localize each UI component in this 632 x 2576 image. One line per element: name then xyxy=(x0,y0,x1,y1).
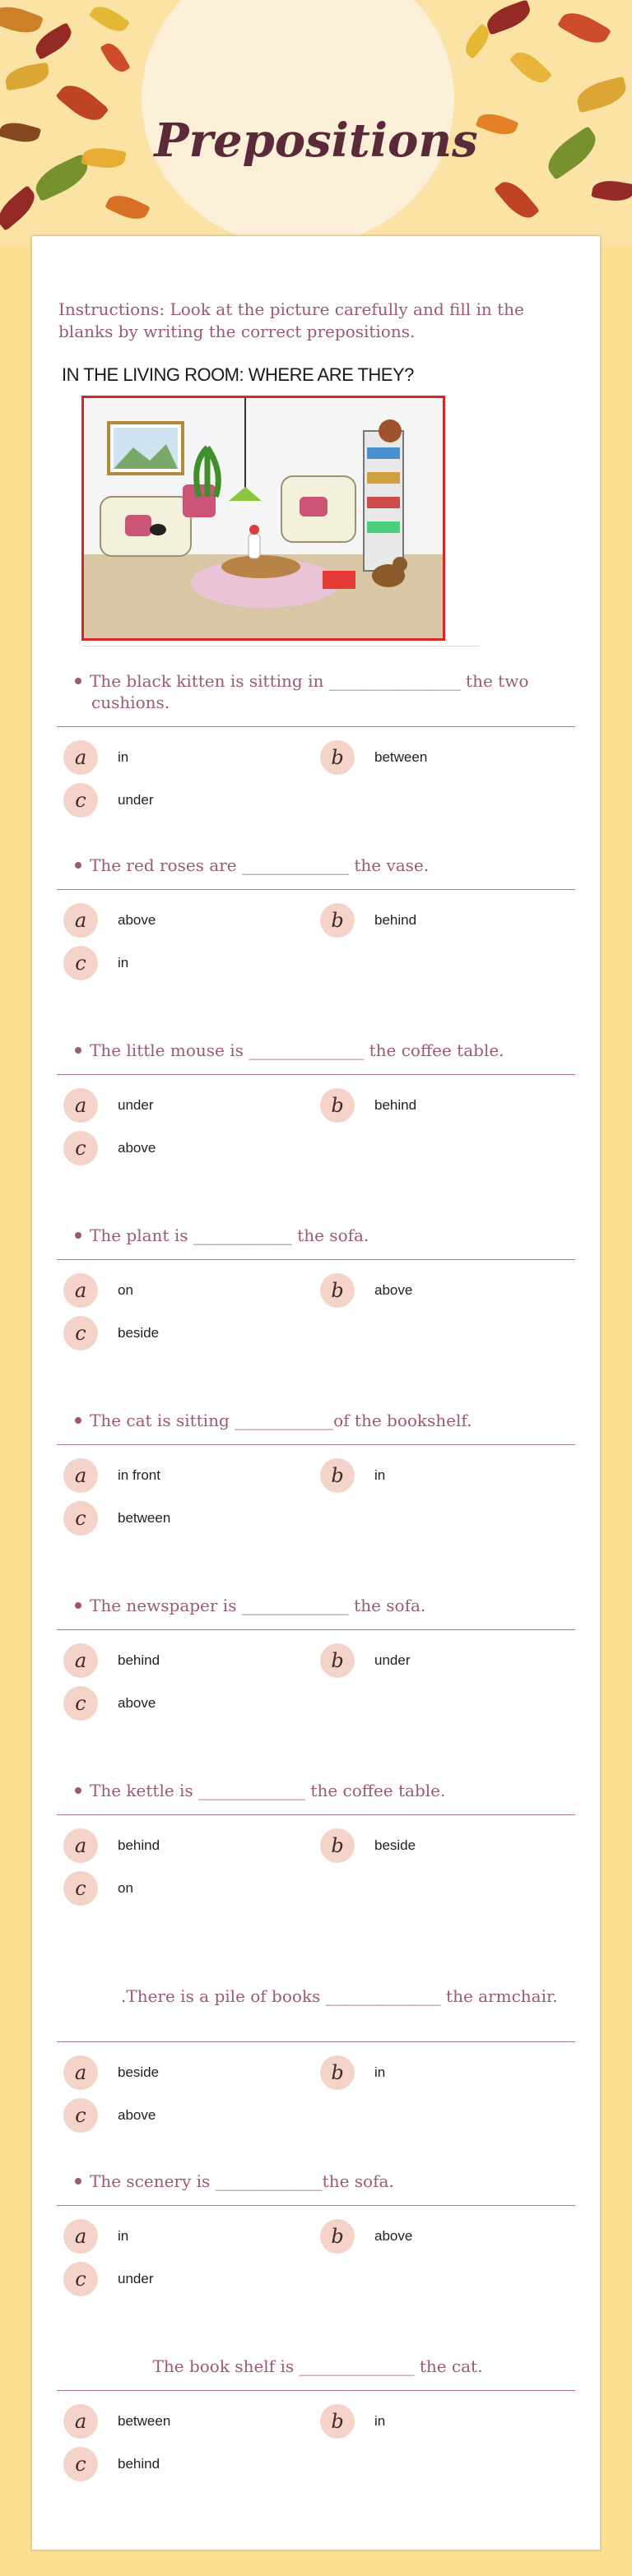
option-a[interactable] xyxy=(63,1828,160,1864)
option-b[interactable] xyxy=(320,2403,385,2439)
option-label: above xyxy=(118,912,156,928)
option-letter-badge: c xyxy=(63,1316,98,1351)
question-9 xyxy=(58,2171,577,2192)
option-b[interactable] xyxy=(320,2218,412,2254)
option-letter-badge: c xyxy=(63,946,98,980)
option-letter-badge: a xyxy=(63,903,98,938)
option-letter-badge: a xyxy=(63,1828,98,1863)
option-label: above xyxy=(118,1695,156,1711)
question-4 xyxy=(58,1225,577,1246)
option-b[interactable] xyxy=(320,1642,410,1679)
header-banner xyxy=(0,0,632,247)
option-letter-badge: a xyxy=(63,1273,98,1308)
option-label: in xyxy=(118,955,129,971)
option-c[interactable] xyxy=(63,1500,170,1536)
bullet-icon xyxy=(75,1602,81,1609)
option-letter-badge: c xyxy=(63,1131,98,1165)
option-letter-badge: c xyxy=(63,1501,98,1536)
option-label: beside xyxy=(118,1325,160,1341)
option-label: under xyxy=(118,2271,154,2286)
option-label: beside xyxy=(118,2064,160,2080)
question-text: The red roses are _____________ the vase. xyxy=(90,855,430,875)
option-c[interactable] xyxy=(63,2097,156,2134)
option-label: beside xyxy=(374,1837,416,1853)
option-letter-badge: b xyxy=(320,1273,355,1308)
option-a[interactable] xyxy=(63,1642,160,1679)
question-divider xyxy=(57,2390,575,2391)
option-c[interactable] xyxy=(63,2446,160,2482)
option-letter-badge: a xyxy=(63,2055,98,2090)
option-label: behind xyxy=(374,912,417,928)
option-a[interactable] xyxy=(63,2218,128,2254)
option-c[interactable] xyxy=(63,1315,159,1351)
question-3 xyxy=(58,1040,577,1061)
option-a[interactable] xyxy=(63,2055,159,2091)
option-label: in xyxy=(374,2413,386,2429)
living-room-picture xyxy=(81,396,445,641)
question-divider xyxy=(57,1444,575,1445)
option-label: behind xyxy=(118,1652,160,1668)
option-letter-badge: b xyxy=(320,1088,355,1123)
option-letter-badge: b xyxy=(320,1828,355,1863)
question-divider xyxy=(57,1814,575,1815)
option-letter-badge: a xyxy=(63,1458,98,1493)
option-b[interactable] xyxy=(320,1087,416,1124)
option-letter-badge: c xyxy=(63,1686,98,1721)
option-label: on xyxy=(118,1880,133,1896)
option-a[interactable] xyxy=(63,1457,160,1494)
bullet-icon xyxy=(75,678,81,684)
option-letter-badge: a xyxy=(63,1088,98,1123)
option-c[interactable] xyxy=(63,1685,156,1721)
option-c[interactable] xyxy=(63,782,153,818)
option-letter-badge: a xyxy=(63,1643,98,1678)
option-label: in xyxy=(118,749,129,765)
question-2 xyxy=(58,855,577,876)
option-label: behind xyxy=(118,2456,160,2472)
option-b[interactable] xyxy=(320,1457,385,1494)
question-divider xyxy=(57,726,575,727)
question-divider xyxy=(57,2041,575,2042)
option-label: on xyxy=(118,1282,133,1298)
question-1 xyxy=(58,670,610,713)
question-divider xyxy=(57,889,575,890)
option-label: above xyxy=(374,1282,413,1298)
option-label: above xyxy=(118,2107,156,2123)
option-label: behind xyxy=(118,1837,160,1853)
bullet-icon xyxy=(75,1417,81,1424)
option-b[interactable] xyxy=(320,739,427,776)
option-b[interactable] xyxy=(320,1828,416,1864)
option-letter-badge: b xyxy=(320,2055,355,2090)
option-letter-badge: c xyxy=(63,2098,98,2133)
option-a[interactable] xyxy=(63,739,128,776)
worksheet-card xyxy=(31,235,601,2551)
option-c[interactable] xyxy=(63,1130,156,1166)
question-10 xyxy=(58,2356,577,2377)
question-text: The cat is sitting ____________of the bookshelf. xyxy=(90,1411,472,1430)
question-text: The kettle is _____________ the coffee table. xyxy=(90,1781,446,1800)
option-a[interactable] xyxy=(63,2403,170,2439)
option-letter-badge: c xyxy=(63,783,98,818)
bullet-icon xyxy=(75,1232,81,1239)
option-label: in xyxy=(118,2228,129,2244)
option-b[interactable] xyxy=(320,2055,385,2091)
question-divider xyxy=(57,1629,575,1630)
question-divider xyxy=(57,2205,575,2206)
picture-heading: IN THE LIVING ROOM: WHERE ARE THEY? xyxy=(62,364,414,385)
bullet-icon xyxy=(75,2178,81,2185)
option-a[interactable] xyxy=(63,1087,153,1124)
option-letter-badge: c xyxy=(63,2262,98,2296)
option-b[interactable] xyxy=(320,902,416,938)
option-letter-badge: c xyxy=(63,2447,98,2481)
option-letter-badge: b xyxy=(320,2404,355,2439)
option-c[interactable] xyxy=(63,2261,153,2297)
question-5 xyxy=(58,1410,577,1431)
option-letter-badge: b xyxy=(320,1643,355,1678)
question-text: The plant is ____________ the sofa. xyxy=(90,1225,369,1245)
option-label: behind xyxy=(374,1097,417,1113)
option-letter-badge: b xyxy=(320,903,355,938)
option-label: in front xyxy=(118,1467,160,1483)
option-letter-badge: a xyxy=(63,2219,98,2254)
option-label: between xyxy=(374,749,428,765)
option-letter-badge: a xyxy=(63,740,98,775)
option-letter-badge: a xyxy=(63,2404,98,2439)
question-6 xyxy=(58,1595,577,1616)
option-letter-badge: b xyxy=(320,740,355,775)
option-label: between xyxy=(118,2413,171,2429)
question-divider xyxy=(57,1259,575,1260)
option-label: between xyxy=(118,1510,171,1526)
option-b[interactable] xyxy=(320,1272,412,1309)
option-letter-badge: b xyxy=(320,2219,355,2254)
question-7 xyxy=(58,1780,577,1801)
option-a[interactable] xyxy=(63,1272,133,1309)
option-label: above xyxy=(374,2228,413,2244)
question-8 xyxy=(58,1985,577,2007)
option-c[interactable] xyxy=(63,945,128,981)
option-label: in xyxy=(374,1467,386,1483)
option-a[interactable] xyxy=(63,902,156,938)
option-label: under xyxy=(118,1097,154,1113)
question-text: The book shelf is ______________ the cat. xyxy=(152,2356,483,2376)
instructions-text: Instructions: Look at the picture carefully and fill in the blanks by writing the correct prepositions. xyxy=(58,299,524,341)
question-text: The black kitten is sitting in ________________ the two cushions. xyxy=(90,671,529,712)
option-c[interactable] xyxy=(63,1870,133,1907)
option-label: above xyxy=(118,1140,156,1156)
bullet-icon xyxy=(75,1787,81,1794)
question-text: The newspaper is _____________ the sofa. xyxy=(90,1596,426,1615)
option-letter-badge: c xyxy=(63,1871,98,1906)
living-room-illustration xyxy=(84,398,443,638)
question-text: The scenery is _____________the sofa. xyxy=(90,2171,394,2191)
bullet-icon xyxy=(75,862,81,869)
bullet-icon xyxy=(75,1047,81,1054)
question-divider xyxy=(57,1074,575,1075)
option-label: under xyxy=(374,1652,411,1668)
option-label: under xyxy=(118,792,154,808)
option-label: in xyxy=(374,2064,386,2080)
page-title: Prepositions xyxy=(154,114,478,168)
option-letter-badge: b xyxy=(320,1458,355,1493)
question-text: The little mouse is ______________ the coffee table. xyxy=(90,1040,504,1060)
question-text: .There is a pile of books ______________ the armchair. xyxy=(121,1986,558,2006)
